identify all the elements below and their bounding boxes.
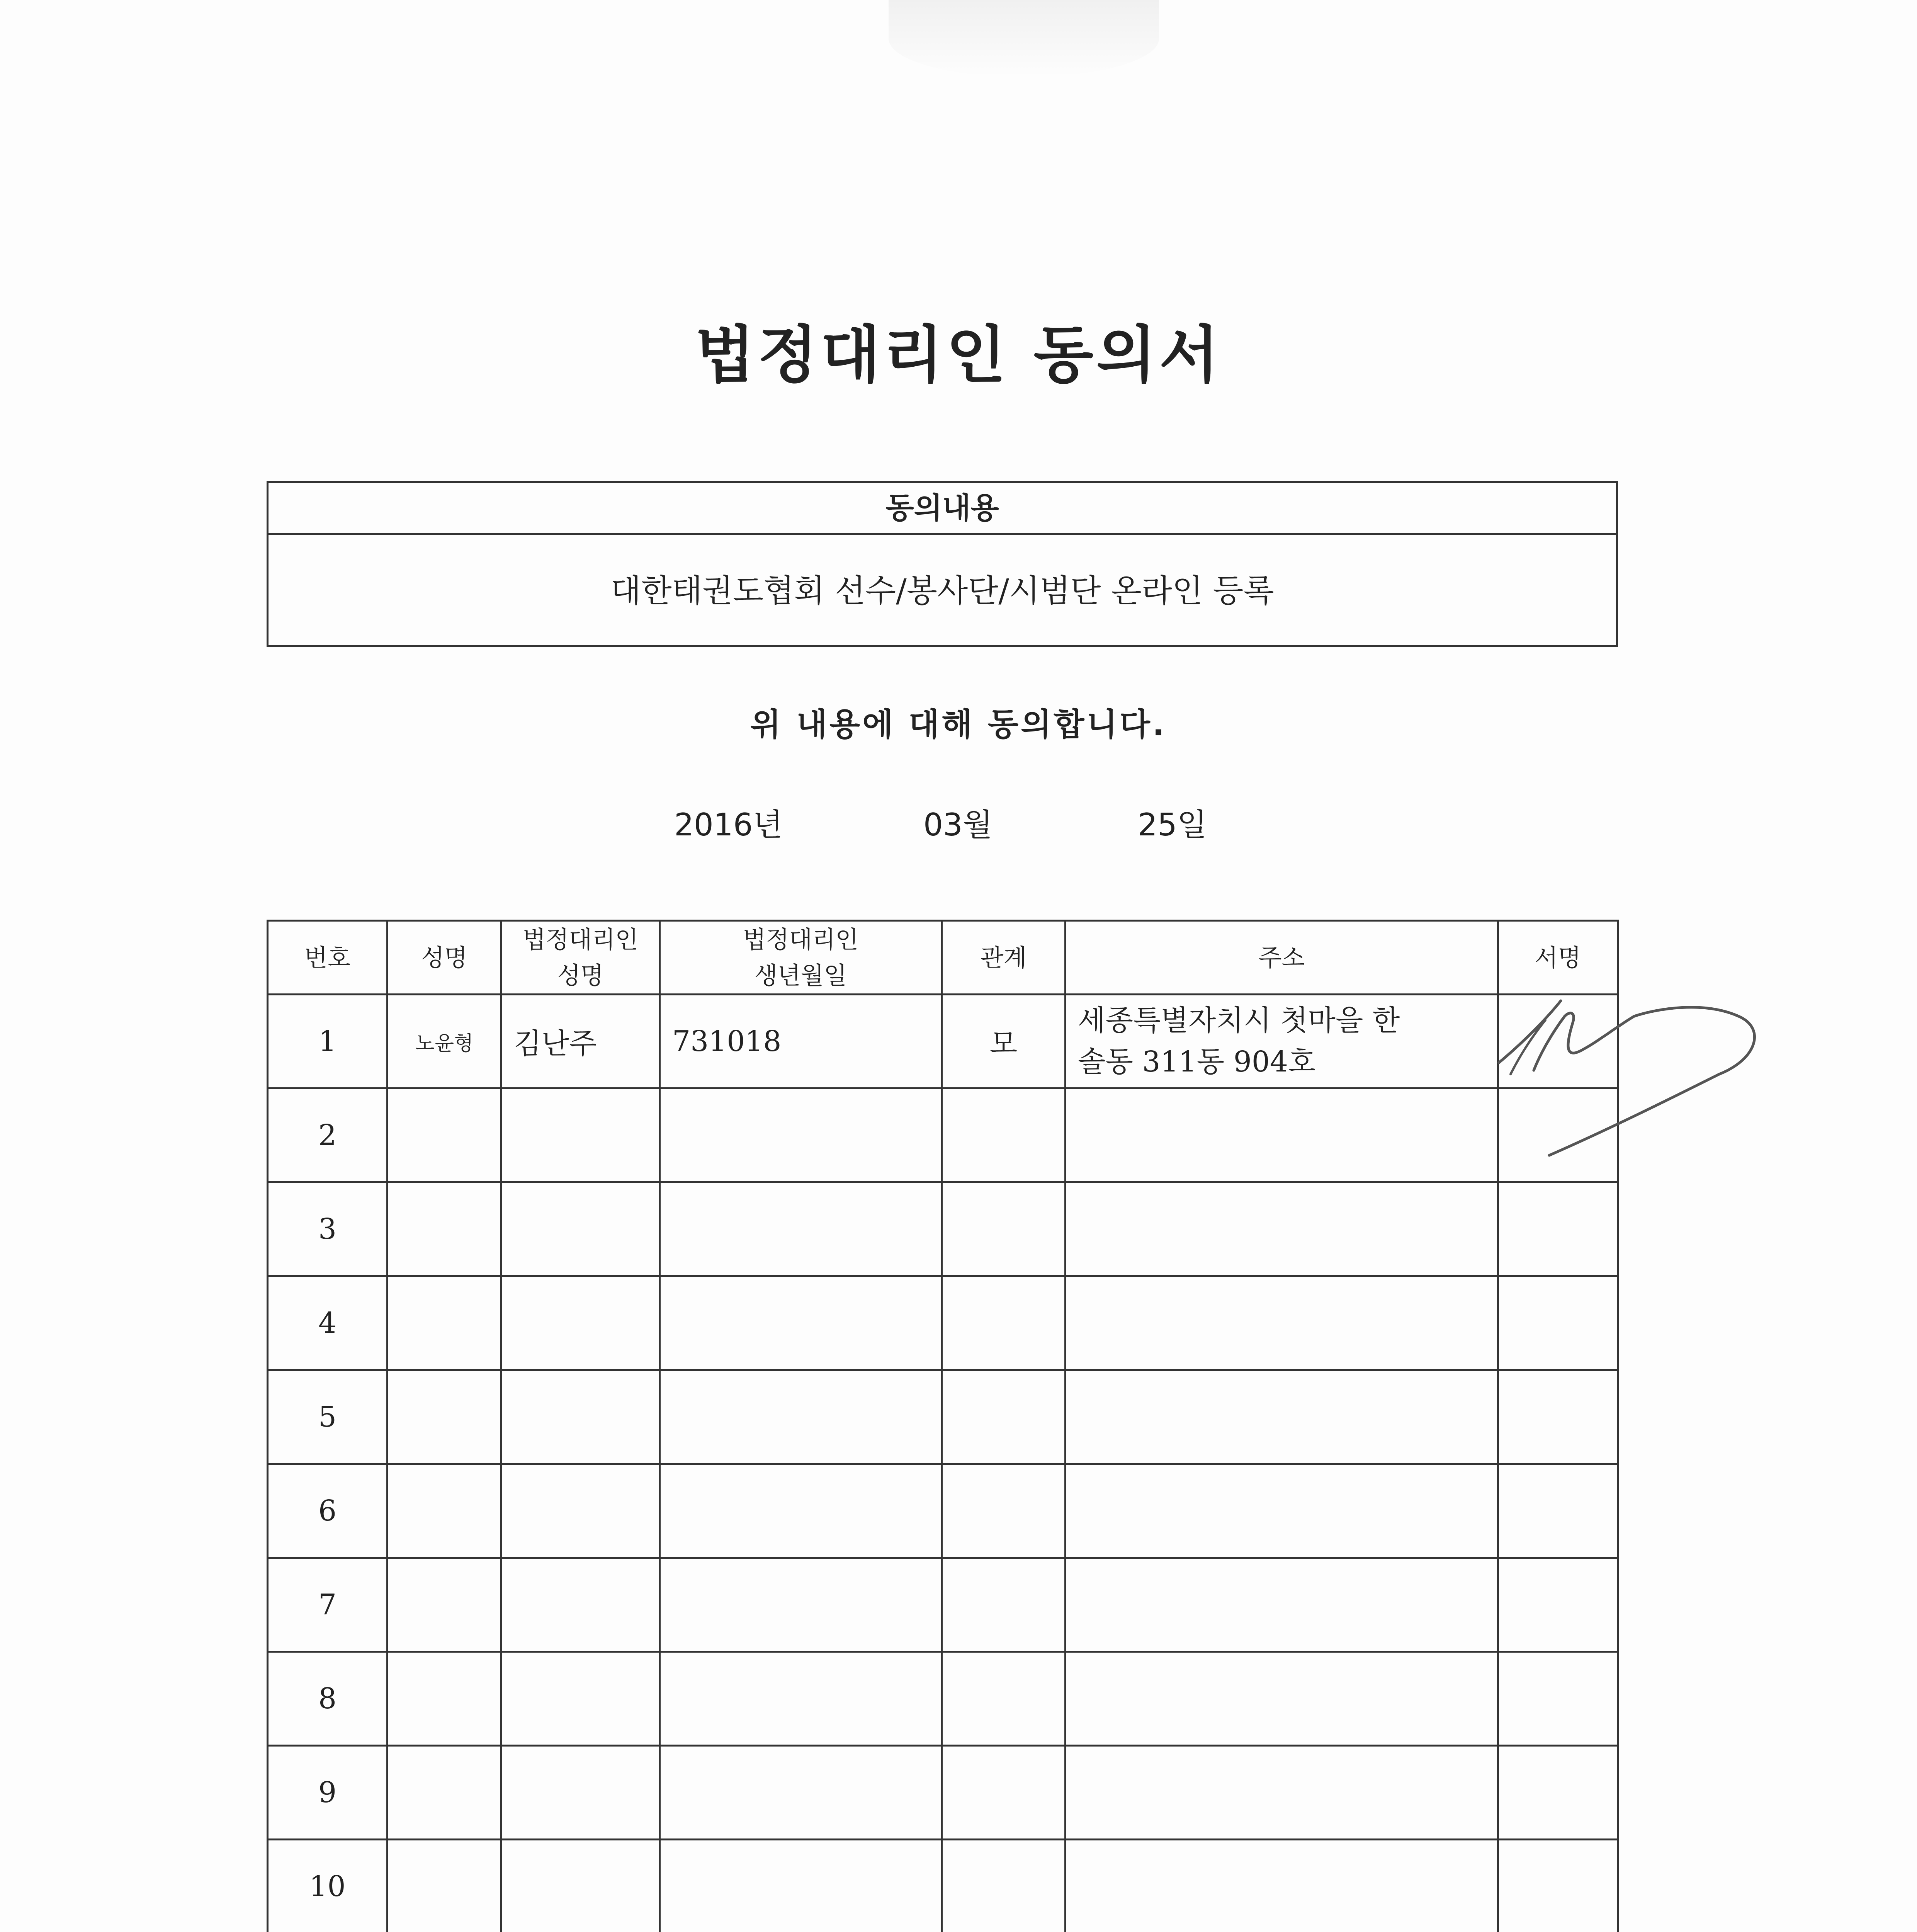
cell-guardian-name (501, 1464, 660, 1558)
cell-guardian-name (501, 1746, 660, 1840)
consent-header: 동의내용 (269, 483, 1616, 535)
cell-no: 10 (268, 1840, 387, 1932)
cell-signature (1498, 1464, 1618, 1558)
table-row (268, 1370, 1618, 1464)
cell-address (1066, 1182, 1498, 1276)
header-no: 번호 (268, 921, 387, 995)
date-month: 03월 (923, 807, 993, 843)
cell-address (1066, 1746, 1498, 1840)
cell-no: 2 (268, 1088, 387, 1182)
cell-guardian-name (501, 1652, 660, 1746)
cell-relation (942, 1464, 1066, 1558)
cell-guardian-birth (660, 1182, 942, 1276)
cell-relation (942, 1088, 1066, 1182)
cell-signature (1498, 1746, 1618, 1840)
cell-name: 노윤형 (387, 995, 501, 1088)
cell-name (387, 1182, 501, 1276)
cell-guardian-birth (660, 1652, 942, 1746)
cell-address (1066, 1464, 1498, 1558)
consent-box (267, 481, 1618, 647)
cell-guardian-name (501, 1276, 660, 1370)
cell-signature (1498, 1558, 1618, 1652)
cell-signature (1498, 1652, 1618, 1746)
cell-guardian-name (501, 1182, 660, 1276)
cell-name (387, 1464, 501, 1558)
cell-name (387, 1088, 501, 1182)
cell-name (387, 1840, 501, 1932)
cell-name (387, 1558, 501, 1652)
cell-name (387, 1746, 501, 1840)
cell-no: 8 (268, 1652, 387, 1746)
cell-guardian-birth (660, 1276, 942, 1370)
cell-no: 7 (268, 1558, 387, 1652)
address-line: 세종특별자치시 첫마을 한 (1078, 1003, 1400, 1037)
cell-signature (1498, 1840, 1618, 1932)
cell-address (1066, 1840, 1498, 1932)
header-relation: 관계 (942, 921, 1066, 995)
cell-guardian-birth (660, 1370, 942, 1464)
cell-no: 9 (268, 1746, 387, 1840)
cell-no: 1 (268, 995, 387, 1088)
cell-guardian-birth (660, 1746, 942, 1840)
cell-no: 4 (268, 1276, 387, 1370)
cell-relation (942, 1746, 1066, 1840)
guardian-table (267, 920, 1619, 1932)
cell-address (1066, 1370, 1498, 1464)
document-title: 법정대리인 동의서 (695, 319, 1222, 391)
cell-address (1066, 995, 1498, 1088)
table-header-row (268, 921, 1618, 995)
consent-text: 대한태권도협회 선수/봉사단/시범단 온라인 등록 (610, 573, 1274, 609)
cell-relation (942, 1558, 1066, 1652)
table-row (268, 1276, 1618, 1370)
table-row (268, 1464, 1618, 1558)
header-guardian-birth: 법정대리인 생년월일 (660, 921, 942, 995)
table-row (268, 1558, 1618, 1652)
cell-relation (942, 1182, 1066, 1276)
cell-address (1066, 1558, 1498, 1652)
table-row (268, 1182, 1618, 1276)
table-row (268, 1088, 1618, 1182)
date-day: 25일 (1138, 807, 1207, 843)
cell-guardian-name (501, 1088, 660, 1182)
cell-relation (942, 1652, 1066, 1746)
header-address: 주소 (1066, 921, 1498, 995)
consent-statement: 위 내용에 대해 동의합니다. (750, 706, 1167, 743)
cell-no: 6 (268, 1464, 387, 1558)
cell-name (387, 1276, 501, 1370)
date-year: 2016년 (674, 807, 783, 843)
cell-no: 3 (268, 1182, 387, 1276)
cell-guardian-name (501, 1558, 660, 1652)
cell-no: 5 (268, 1370, 387, 1464)
header-name: 성명 (387, 921, 501, 995)
cell-guardian-birth: 731018 (660, 995, 942, 1088)
cell-signature (1498, 1276, 1618, 1370)
table-row (268, 1652, 1618, 1746)
cell-guardian-name (501, 1840, 660, 1932)
cell-guardian-name (501, 1370, 660, 1464)
table-row (268, 1840, 1618, 1932)
cell-address (1066, 1276, 1498, 1370)
cell-signature (1498, 1370, 1618, 1464)
cell-name (387, 1370, 501, 1464)
cell-guardian-name: 김난주 (501, 995, 660, 1088)
table-row (268, 1746, 1618, 1840)
table-row (268, 995, 1618, 1088)
header-signature: 서명 (1498, 921, 1618, 995)
cell-signature (1498, 1182, 1618, 1276)
cell-guardian-birth (660, 1464, 942, 1558)
table-body (268, 995, 1618, 1932)
handwritten-signature (1487, 974, 1766, 1159)
cell-relation (942, 1370, 1066, 1464)
cell-relation (942, 1276, 1066, 1370)
address-line: 솔동 311동 904호 (1078, 1045, 1316, 1078)
cell-name (387, 1652, 501, 1746)
paper-crease (889, 0, 1159, 77)
cell-relation: 모 (942, 995, 1066, 1088)
cell-address (1066, 1088, 1498, 1182)
cell-guardian-birth (660, 1840, 942, 1932)
cell-guardian-birth (660, 1088, 942, 1182)
cell-relation (942, 1840, 1066, 1932)
header-guardian-name: 법정대리인 성명 (501, 921, 660, 995)
cell-address (1066, 1652, 1498, 1746)
cell-guardian-birth (660, 1558, 942, 1652)
